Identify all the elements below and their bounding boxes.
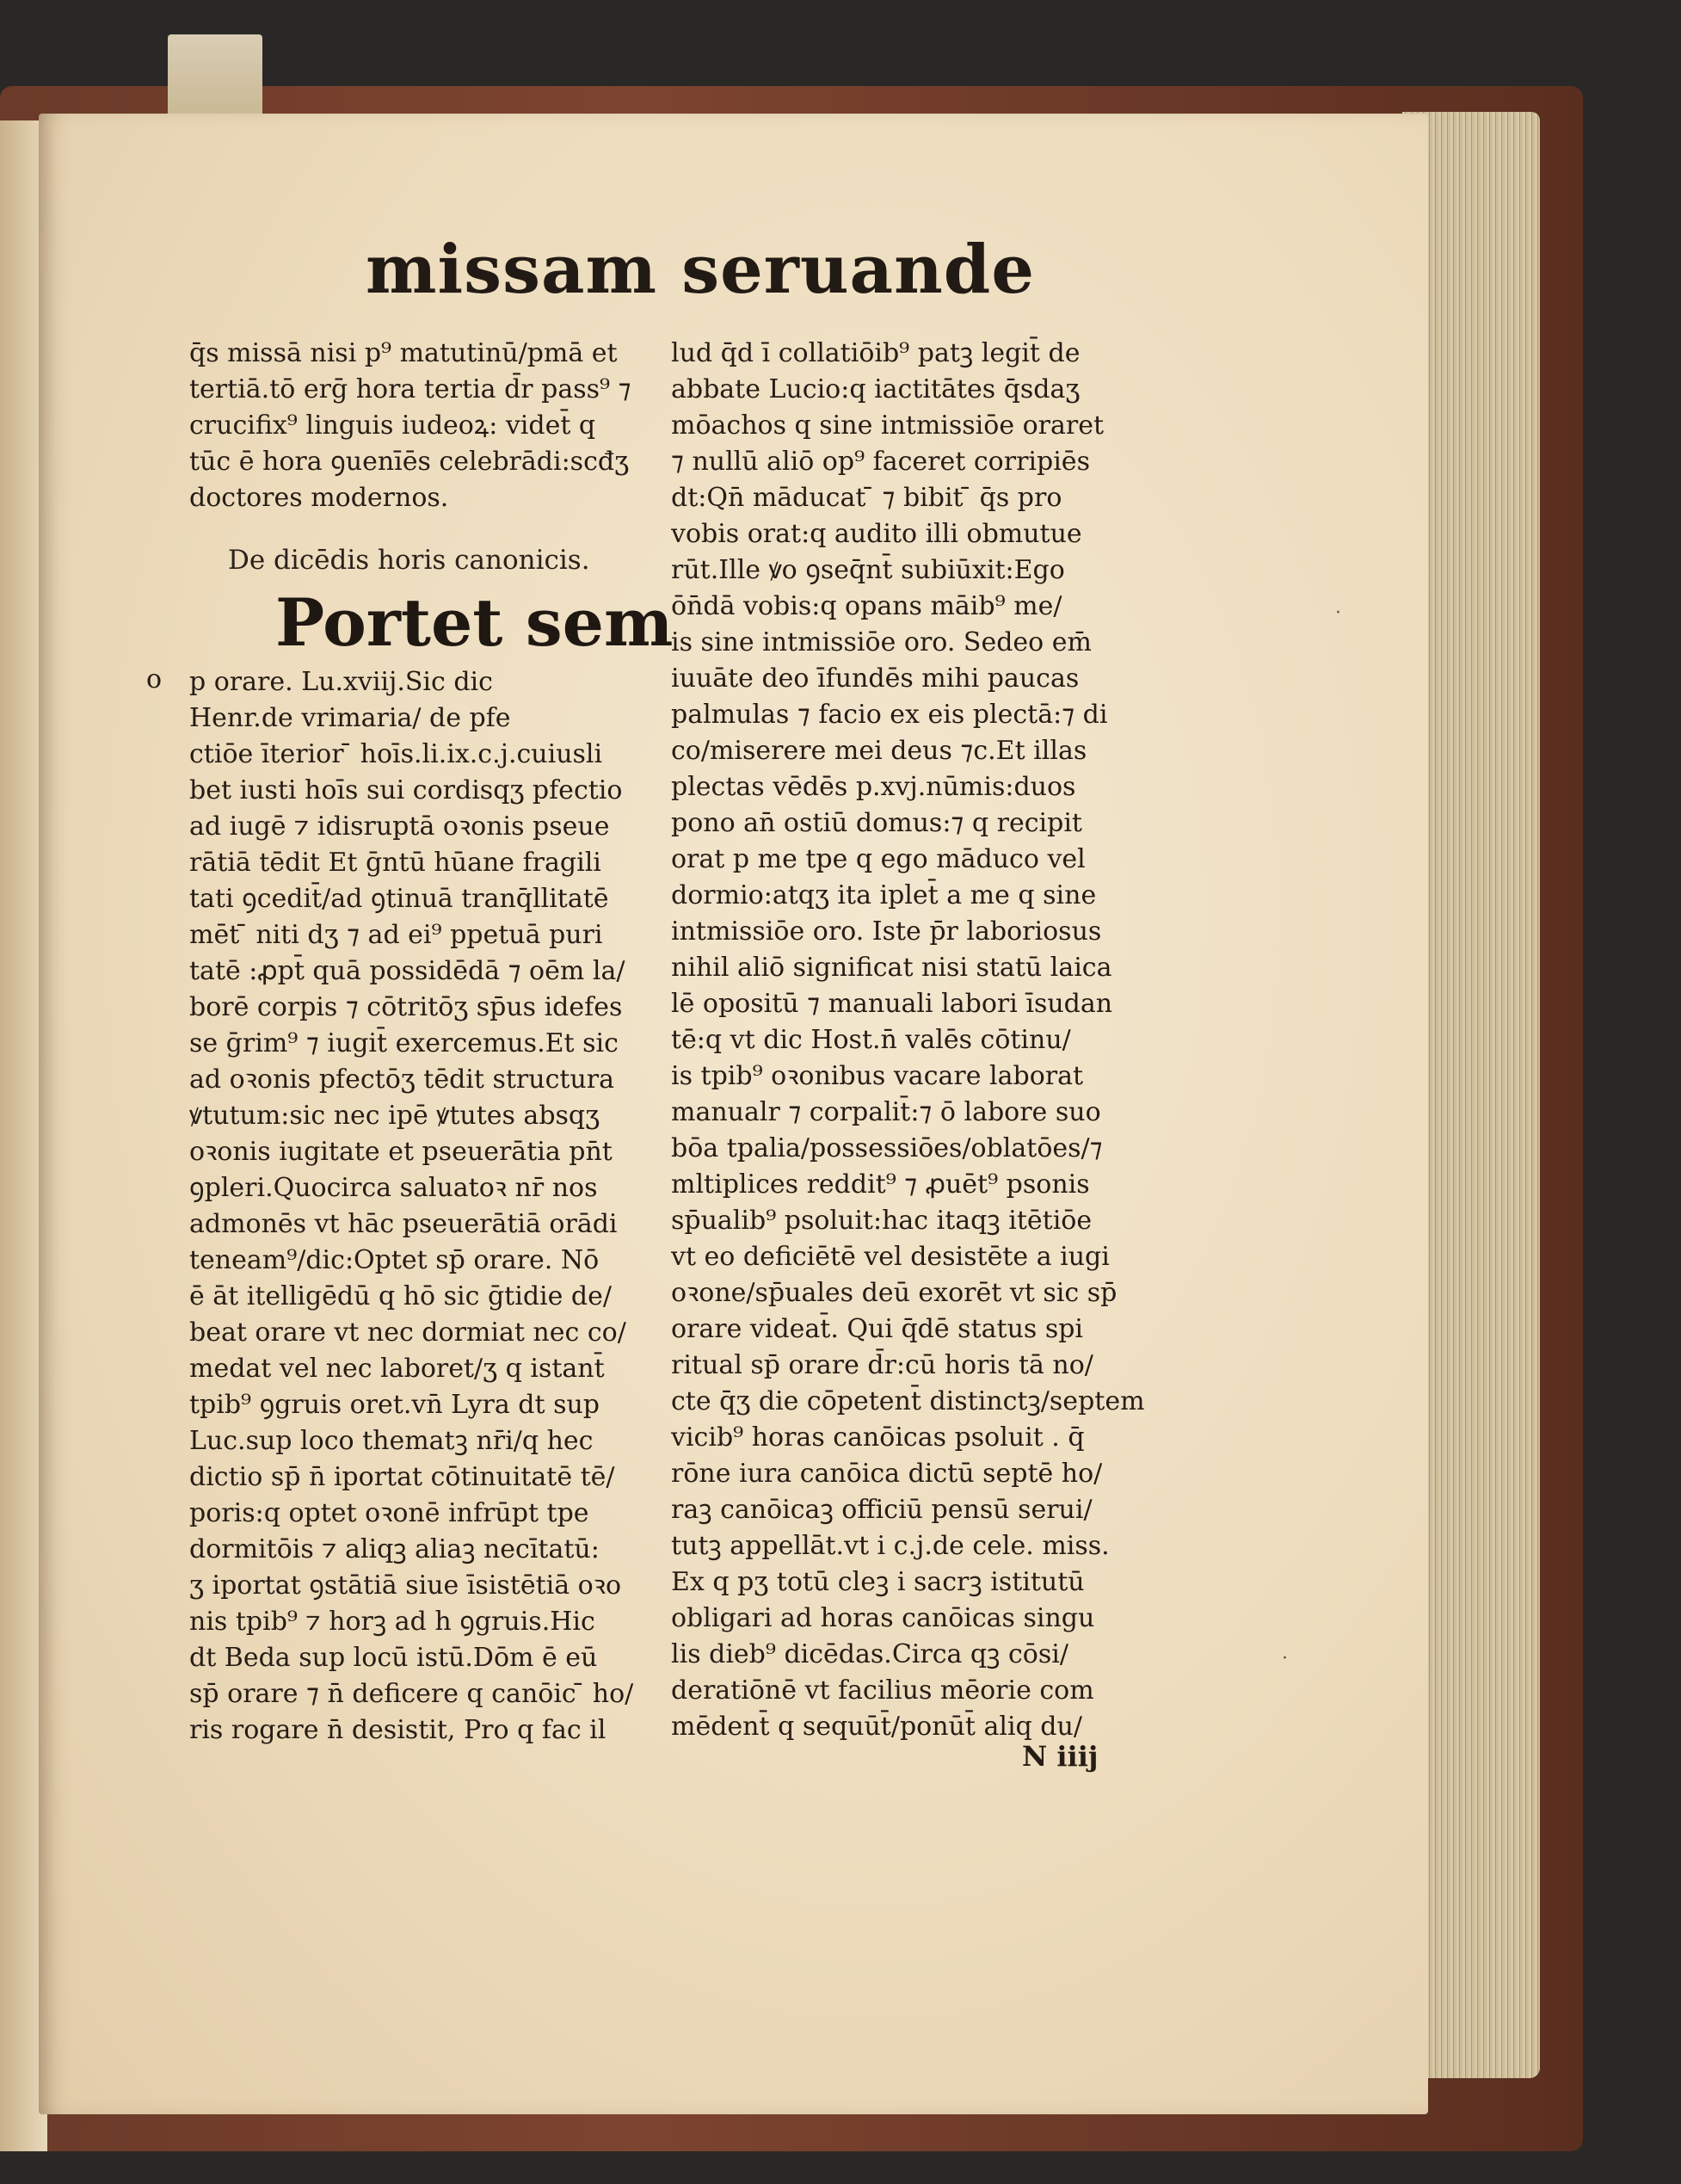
text-line: orare videat̄. Qui q̄dē status spi (671, 1314, 1084, 1344)
text-line: crucifix⁹ linguis iudeoꝝ: videt̄ q (189, 410, 596, 441)
text-line: iuuāte deo īfundēs mihi paucas (671, 663, 1080, 694)
text-line: Henr.de vrimaria/ de pfe (189, 703, 511, 733)
right-column-lines (671, 336, 1153, 1745)
text-line: tutꝫ appellāt.vt i c.j.de cele. miss. (671, 1531, 1110, 1561)
text-line: oꝛonis iugitate et pseuerātia pn̄t (189, 1137, 613, 1167)
text-line: ris rogare n̄ desistit, Pro q fac il (189, 1715, 607, 1745)
text-line: raꝫ canōicaꝫ officiū pensū serui/ (671, 1495, 1093, 1525)
text-line: admonēs vt hāc pseuerātiā orādi (189, 1209, 618, 1239)
text-line: ʒ iportat ꝯstātiā siue īsistētiā oꝛo (189, 1570, 622, 1601)
text-line: Ex q pʒ totū cleꝫ i sacrꝫ istitutū (671, 1567, 1085, 1597)
text-line: vobis orat:q audito illi obmutue (671, 519, 1082, 549)
text-line: obligari ad horas canōicas singu (671, 1603, 1095, 1633)
text-line: nis tpib⁹ ⁊ horꝫ ad h ꝯgruis.Hic (189, 1607, 595, 1637)
text-line: q̄s missā nisi p⁹ matutinū/pmā et (189, 338, 618, 368)
drop-word: Portet sem (275, 584, 674, 661)
section-gap (189, 516, 654, 540)
text-line: is tpib⁹ oꝛonibus vacare laborat (671, 1061, 1084, 1091)
text-line: poris:q optet oꝛonē infrūpt tpe (189, 1498, 589, 1528)
text-line: dt:Qn̄ māducat ̄ ⁊ bibit ̄ q̄s pro (671, 483, 1062, 513)
section-heading: De dicēdis horis canonicis. (228, 545, 590, 576)
text-line: deratiōnē vt facilius mēorie com (671, 1675, 1094, 1706)
text-line: doctores modernos. (189, 483, 449, 513)
text-line: co/miserere mei deus ⁊c.Et illas (671, 736, 1087, 766)
text-line: tē:q vt dic Host.n̄ valēs cōtinu/ (671, 1025, 1071, 1055)
text-line: dormio:atqʒ ita iplet̄ a me q sine (671, 880, 1097, 910)
text-line: dormitōis ⁊ aliqꝫ aliaꝫ necītatū: (189, 1534, 600, 1564)
left-column-top (189, 336, 654, 516)
text-line: tertiā.tō erḡ hora tertia d̄r pass⁹ ⁊ (189, 374, 631, 404)
paper-tab (168, 34, 262, 116)
text-line: vt eo deficiētē vel desistēte a iugi (671, 1242, 1110, 1272)
left-column (146, 336, 674, 1749)
text-line: lud q̄d ī collatiōib⁹ patꝫ legit̄ de (671, 338, 1081, 368)
text-line: rātiā tēdit Et ḡntū hūane fragili (189, 848, 601, 878)
text-line: oꝛone/sp̄uales deū exorēt vt sic sp̄ (671, 1278, 1118, 1308)
text-line: sp̄ orare ⁊ n̄ deficere q canōic ̄ ho/ (189, 1679, 634, 1709)
text-line: teneam⁹/dic:Optet sp̄ orare. Nō (189, 1245, 600, 1275)
text-line: ⁊ nullū aliō op⁹ faceret corripiēs (671, 447, 1090, 477)
text-line: ōn̄dā vobis:q opans māib⁹ me/ (671, 591, 1062, 621)
left-column-body (146, 664, 654, 1749)
text-line: dt Beda sup locū istū.Dōm ē eū (189, 1643, 598, 1673)
text-line: lē opositū ⁊ manuali labori īsudan (671, 989, 1113, 1019)
text-line: intmissiōe oro. Iste p̄r laboriosus (671, 916, 1102, 947)
text-line: plectas vēdēs p.xvj.nūmis:duos (671, 772, 1076, 802)
text-line: ē āt itelligēdū q hō sic ḡtidie de/ (189, 1281, 612, 1311)
text-line: abbate Lucio:q iactitātes q̄sdaʒ (671, 374, 1081, 404)
text-line: ad oꝛonis pfectōʒ tēdit structura (189, 1064, 614, 1095)
signature-mark: N iiij (1022, 1740, 1099, 1773)
right-column (671, 336, 1153, 1745)
text-line: mēdent̄ q sequūt̄/ponūt̄ aliq du/ (671, 1712, 1082, 1742)
text-line: ritual sp̄ orare d̄r:cū horis tā no/ (671, 1350, 1093, 1380)
text-line: ad iugē ⁊ idisruptā oꝛonis pseue (189, 811, 610, 842)
text-line: beat orare vt nec dormiat nec co/ (189, 1317, 626, 1348)
text-line: tatē :ꝓpt̄ quā possidēdā ⁊ oēm la/ (189, 956, 625, 986)
text-line: rūt.Ille ꝟo ꝯseq̄nt̄ subiūxit:Ego (671, 555, 1065, 585)
text-line: p orare. Lu.xviij.Sic dic (189, 667, 493, 697)
text-line: bōa tpalia/possessiōes/oblatōes/⁊ (671, 1133, 1103, 1163)
text-line: palmulas ⁊ facio ex eis plectā:⁊ di (671, 700, 1108, 730)
text-line: dictio sp̄ n̄ iportat cōtinuitatē tē/ (189, 1462, 615, 1492)
text-line: Luc.sup loco thematꝫ nr̄i/q hec (189, 1426, 594, 1456)
text-line: nihil aliō significat nisi statū laica (671, 953, 1112, 983)
marginal-letter: o (146, 664, 163, 694)
text-line: tati ꝯcedit̄/ad ꝯtinuā tranq̄llitatē (189, 884, 609, 914)
text-line: se ḡrim⁹ ⁊ iugit̄ exercemus.Et sic (189, 1028, 619, 1058)
text-line: mēt ̄ niti dʒ ⁊ ad ei⁹ ppetuā puri (189, 920, 603, 950)
text-line: sp̄ualib⁹ psoluit:hac itaqꝫ itētiōe (671, 1206, 1093, 1236)
text-line: manualr ⁊ corpalit̄:⁊ ō labore suo (671, 1097, 1101, 1127)
text-line: bet iusti hoīs sui cordisqʒ pfectio (189, 775, 623, 805)
text-line: ctiōe īterior ̄ hoīs.li.ix.c.j.cuiusli (189, 739, 603, 769)
text-line: tpib⁹ ꝯgruis oret.vn̄ Lyra dt sup (189, 1390, 600, 1420)
text-line: pono an̄ ostiū domus:⁊ q recipit (671, 808, 1082, 838)
text-line: orat p me tpe q ego māduco vel (671, 844, 1086, 874)
text-line: cte q̄ʒ die cōpetent̄ distinctꝫ/septem (671, 1386, 1145, 1416)
text-line: medat vel nec laboret/ʒ q istant̄ (189, 1354, 605, 1384)
text-line: mōachos q sine intmissiōe oraret (671, 410, 1105, 441)
text-line: lis dieb⁹ dicēdas.Circa qꝫ cōsi/ (671, 1639, 1068, 1669)
text-line: vicib⁹ horas canōicas psoluit . q̄ (671, 1422, 1085, 1453)
margin-speck: · (1282, 1648, 1288, 1669)
text-line: borē corpis ⁊ cōtritōʒ sp̄us idefes (189, 992, 623, 1022)
text-line: is sine intmissiōe oro. Sedeo em̄ (671, 627, 1092, 657)
running-head: missam seruande (366, 231, 1035, 309)
text-line: tūc ē hora ꝯuenīēs celebrādi:scđʒ (189, 447, 630, 477)
text-line: ꝯpleri.Quocirca saluatoꝛ nr̄ nos (189, 1173, 598, 1203)
margin-speck: · (1335, 602, 1341, 624)
text-line: mltiplices reddit⁹ ⁊ ꝓuēt⁹ psonis (671, 1169, 1090, 1200)
text-line: rōne iura canōica dictū septē ho/ (671, 1459, 1103, 1489)
initial-block (189, 580, 674, 664)
text-line: ꝟtutum:sic nec ipē ꝟtutes absqʒ (189, 1101, 600, 1131)
